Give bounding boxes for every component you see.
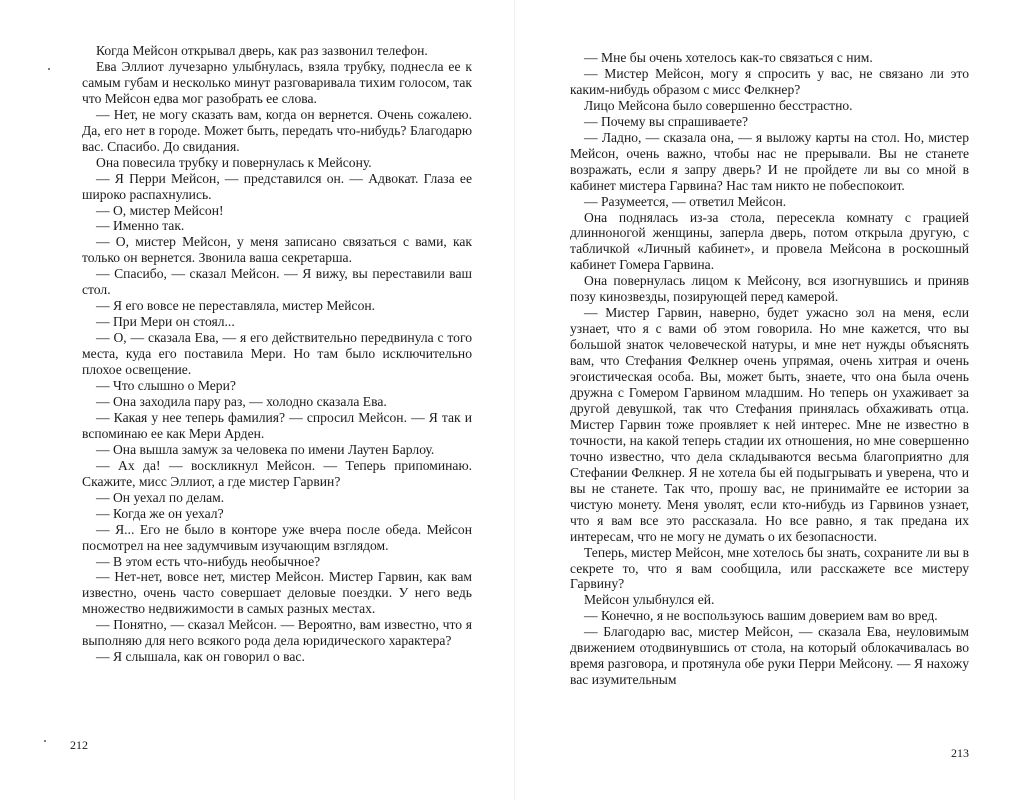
paragraph: — О, — сказала Ева, — я его действительно передвинула с того места, куда его поставила Мери. Но там было исключительно плохое освещение. bbox=[82, 330, 472, 378]
paragraph: — Нет-нет, вовсе нет, мистер Мейсон. Мистер Гарвин, как вам известно, очень часто совершает деловые поездки. У него ведь множество недвижимости в самых разных местах. bbox=[82, 569, 472, 617]
paragraph: — Конечно, я не воспользуюсь вашим доверием вам во вред. bbox=[584, 608, 938, 624]
paragraph: — При Мери он стоял... bbox=[96, 314, 235, 330]
paragraph: Она повесила трубку и повернулась к Мейсону. bbox=[96, 154, 372, 170]
paragraph: Она повернулась лицом к Мейсону, вся изогнувшись и приняв позу кинозвезды, позирующей перед камерой. bbox=[570, 273, 969, 305]
paragraph: — Она заходила пару раз, — холодно сказала Ева. bbox=[96, 393, 387, 409]
paragraph: — Почему вы спрашиваете? bbox=[584, 113, 749, 129]
paragraph: — Ладно, — сказала она, — я выложу карты на стол. Но, мистер Мейсон, очень важно, чтобы нас не прерывали. Вы не станете возражать, если я запру дверь? И не пройдете ли вы со мной в кабинет мистера Гарвина? Нас там никто не побеспокоит. bbox=[570, 129, 969, 193]
paragraph: — Когда же он уехал? bbox=[96, 505, 224, 521]
paragraph: — Он уехал по делам. bbox=[96, 489, 225, 505]
left-page-text bbox=[82, 43, 472, 665]
paragraph: Когда Мейсон открывал дверь, как раз зазвонил телефон. bbox=[96, 43, 428, 58]
paragraph: — В этом есть что-нибудь необычное? bbox=[96, 553, 321, 569]
paragraph: — Благодарю вас, мистер Мейсон, — сказала Ева, неуловимым движением отодвинувшись от стола, на который облокачивалась во время разговора, и протянула обе руки Перри Мейсону. — Я нахожу вас изумительным bbox=[570, 624, 969, 688]
paragraph: — Мне бы очень хотелось как-то связаться с ним. bbox=[584, 50, 873, 65]
paragraph: — Ах да! — воскликнул Мейсон. — Теперь припоминаю. Скажите, мисс Эллиот, а где мистер Гарвин? bbox=[82, 457, 472, 489]
paragraph: — Мистер Гарвин, наверно, будет ужасно зол на меня, если узнает, что я с вами об этом говорила. Но мне кажется, что вы большой знаток человеческой натуры, и мне нет нужды объяснять вам, что Стефания Фелкнер очень упрямая, очень хитрая и очень эгоистическая особа. Вы, может быть, знаете, что она была очень дружна с Гомером Гарвином младшим. Но теперь он ухаживает за другой девушкой, так что Стефания принялась обхаживать отца. Мистер Гарвин тоже проявляет к ней интерес. Мне не известно в точности, на какой теперь стадии их отношения, но мне совершенно точно известно, что дела складываются весьма благоприятно для Стефании Фелкнер. Я не хотела бы ей подыгрывать и уверена, что и вы не станете. Так что, прошу вас, не принимайте ее истории за чистую монету. Меня уволят, если кто-нибудь из Гарвинов узнает, что я вам все это рассказала. Но все равно, я так предана их интересам, что не могу не думать о их безопасности. bbox=[570, 305, 969, 544]
left-page bbox=[0, 0, 515, 800]
paragraph: Теперь, мистер Мейсон, мне хотелось бы знать, сохраните ли вы в секрете то, что я вам сообщила, или расскажете все мистеру Гарвину? bbox=[570, 544, 969, 592]
paragraph: — Я его вовсе не переставляла, мистер Мейсон. bbox=[96, 298, 376, 314]
paragraph: Она поднялась из-за стола, пересекла комнату с грацией длинноногой женщины, заперла дверь, потом открыла другую, с табличкой «Личный кабинет», и провела Мейсона в роскошный кабинет Гомера Гарвина. bbox=[570, 209, 969, 273]
paragraph: Ева Эллиот лучезарно улыбнулась, взяла трубку, поднесла ее к самым губам и несколько минут разговаривала тихим голосом, так что Мейсон едва мог разобрать ее слова. bbox=[82, 58, 472, 106]
paragraph: — О, мистер Мейсон! bbox=[96, 202, 224, 218]
print-speck bbox=[48, 68, 50, 70]
right-page-text bbox=[570, 50, 969, 688]
paragraph: Мейсон улыбнулся ей. bbox=[584, 592, 715, 608]
paragraph: — Нет, не могу сказать вам, когда он вернется. Очень сожалею. Да, его нет в городе. Может быть, передать что-нибудь? Благодарю вас. Спасибо. До свидания. bbox=[82, 106, 472, 154]
paragraph: — Что слышно о Мери? bbox=[96, 378, 236, 394]
paragraph: — Спасибо, — сказал Мейсон. — Я вижу, вы переставили ваш стол. bbox=[82, 266, 472, 298]
page-number: 213 bbox=[951, 746, 969, 760]
paragraph: — Именно так. bbox=[96, 218, 185, 234]
paragraph: — Я Перри Мейсон, — представился он. — Адвокат. Глаза ее широко распахнулись. bbox=[82, 170, 472, 202]
paragraph: — Я... Его не было в конторе уже вчера после обеда. Мейсон посмотрел на нее задумчивым изучающим взглядом. bbox=[82, 521, 472, 553]
paragraph: — Какая у нее теперь фамилия? — спросил Мейсон. — Я так и вспоминаю ее как Мери Арден. bbox=[82, 409, 472, 441]
right-page bbox=[515, 0, 1031, 800]
paragraph: — Мистер Мейсон, могу я спросить у вас, не связано ли это каким-нибудь образом с мисс Фелкнер? bbox=[570, 65, 969, 97]
paragraph: — Понятно, — сказал Мейсон. — Вероятно, вам известно, что я выполняю для него всякого рода дела юридического характера? bbox=[82, 617, 472, 649]
paragraph: — О, мистер Мейсон, у меня записано связаться с вами, как только он вернется. Звонила ваша секретарша. bbox=[82, 234, 472, 266]
paragraph: — Разумеется, — ответил Мейсон. bbox=[584, 193, 787, 209]
page-number: 212 bbox=[70, 738, 88, 752]
paragraph: — Я слышала, как он говорил о вас. bbox=[96, 649, 305, 665]
paragraph: Лицо Мейсона было совершенно бесстрастно. bbox=[584, 97, 853, 113]
print-speck bbox=[44, 740, 46, 742]
paragraph: — Она вышла замуж за человека по имени Лаутен Барлоу. bbox=[96, 441, 435, 457]
